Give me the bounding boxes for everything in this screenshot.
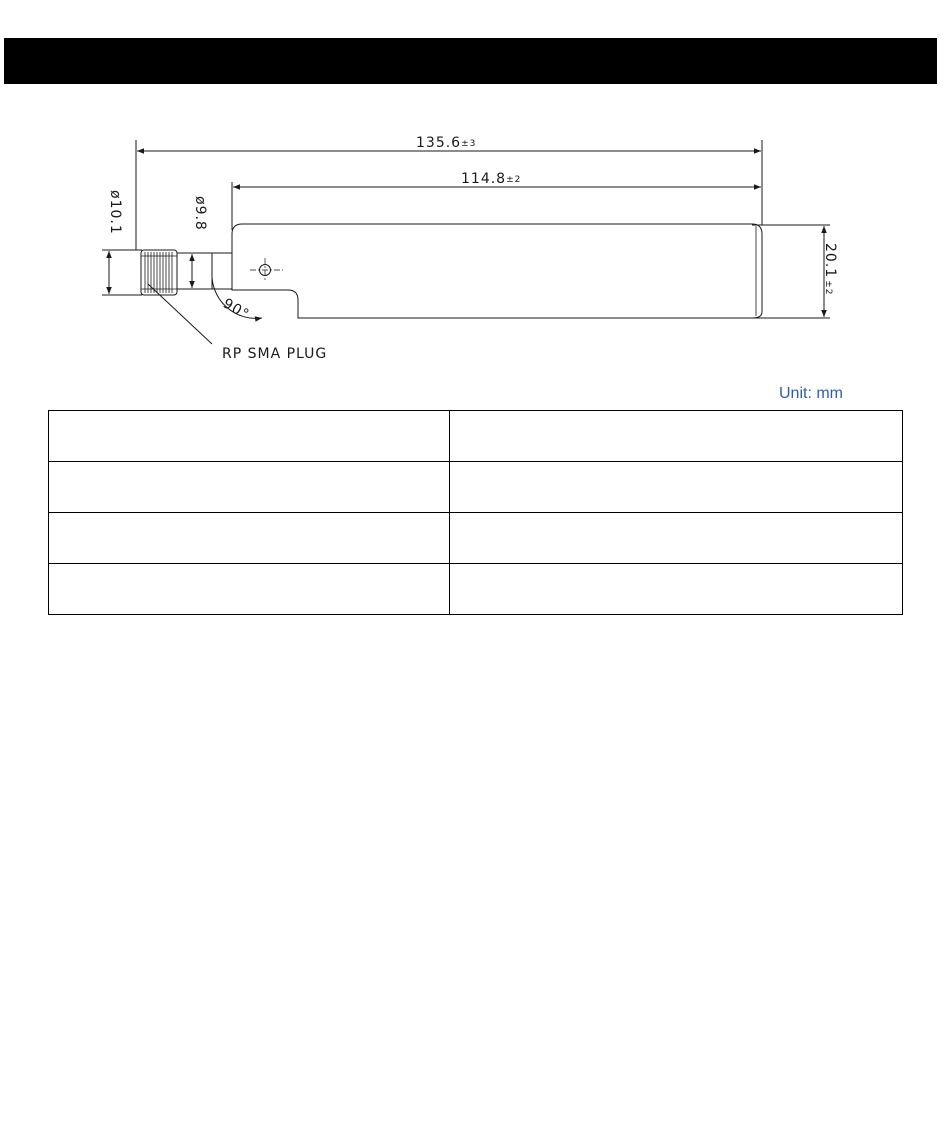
table-cell bbox=[49, 411, 450, 462]
knurl-lines bbox=[141, 252, 177, 293]
blade-width-label: 20.1±2 bbox=[822, 243, 838, 296]
spec-table bbox=[48, 410, 903, 615]
antenna-blade bbox=[232, 224, 762, 318]
table-row bbox=[49, 513, 903, 564]
neck-diameter-label: ø9.8 bbox=[192, 196, 208, 231]
connector-leader bbox=[148, 284, 212, 344]
unit-label: Unit: mm bbox=[779, 385, 843, 402]
table-cell bbox=[450, 462, 903, 513]
overall-length-label: 135.6±3 bbox=[416, 135, 477, 151]
connector-label: RP SMA PLUG bbox=[222, 346, 328, 362]
table-cell bbox=[49, 462, 450, 513]
plug-diameter-label: ø10.1 bbox=[107, 190, 123, 235]
table-row bbox=[49, 411, 903, 462]
connector-neck bbox=[177, 253, 232, 289]
table-row bbox=[49, 462, 903, 513]
table-cell bbox=[450, 513, 903, 564]
table-cell bbox=[49, 564, 450, 615]
table-cell bbox=[49, 513, 450, 564]
angle-label: 90° bbox=[220, 295, 253, 324]
table-cell bbox=[450, 411, 903, 462]
table-cell bbox=[450, 564, 903, 615]
antenna-drawing bbox=[0, 0, 950, 400]
table-row bbox=[49, 564, 903, 615]
blade-length-label: 114.8±2 bbox=[461, 171, 522, 187]
